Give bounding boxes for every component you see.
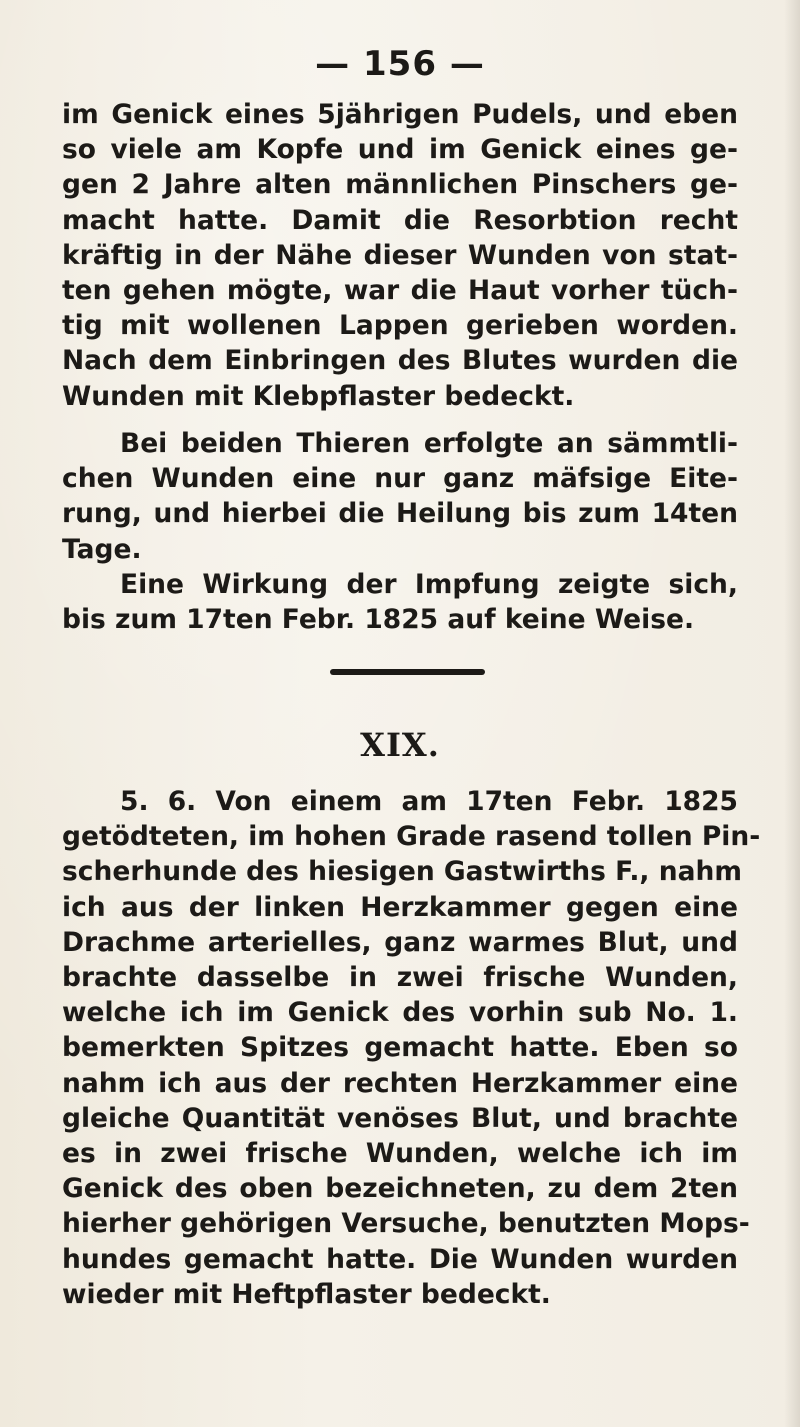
text-line: Drachme arterielles, ganz warmes Blut, und (62, 926, 738, 958)
text-line: nahm ich aus der rechten Herzkammer eine (62, 1067, 738, 1099)
paragraph-1 (62, 97, 738, 414)
text-line: bis zum 17ten Febr. 1825 auf keine Weise. (62, 604, 695, 636)
text-line: hierher gehörigen Versuche, benutzten Mops- (62, 1208, 750, 1240)
paragraph-3 (62, 567, 738, 637)
text-line: wieder mit Heftpflaster bedeckt. (62, 1278, 551, 1310)
page-edge-shadow (784, 0, 800, 1427)
text-line: Nach dem Einbringen des Blutes wurden die (62, 345, 738, 377)
text-line: hundes gemacht hatte. Die Wunden wurden (62, 1243, 738, 1275)
text-line: getödteten, im hohen Grade rasend tollen Pin- (62, 821, 761, 853)
text-line: gleiche Quantität venöses Blut, und brachte (62, 1102, 738, 1134)
text-line: scherhunde des hiesigen Gastwirths F., nahm (62, 856, 742, 888)
text-line: kräftig in der Nähe dieser Wunden von stat- (62, 239, 738, 271)
text-line: es in zwei frische Wunden, welche ich im (62, 1138, 738, 1170)
text-line: welche ich im Genick des vorhin sub No. 1. (62, 997, 738, 1029)
page-number: — 156 — (315, 44, 485, 84)
section-heading: XIX. (360, 726, 440, 764)
text-line: ich aus der linken Herzkammer gegen eine (62, 891, 738, 923)
text-line: tig mit wollenen Lappen gerieben worden. (62, 310, 738, 342)
text-line: Tage. (62, 533, 142, 565)
text-line: Wunden mit Klebpflaster bedeckt. (62, 380, 575, 412)
text-line: brachte dasselbe in zwei frische Wunden, (62, 962, 738, 994)
text-line: im Genick eines 5jährigen Pudels, und eben (62, 99, 738, 130)
text-line: Genick des oben bezeichneten, zu dem 2ten (62, 1173, 738, 1205)
text-line: gen 2 Jahre alten männlichen Pinschers ge- (62, 169, 738, 201)
text-line: Bei beiden Thieren erfolgte an sämmtli- (120, 428, 738, 459)
section-divider (330, 669, 485, 675)
text-line: chen Wunden eine nur ganz mäfsige Eite- (62, 463, 738, 495)
text-line: 5. 6. Von einem am 17ten Febr. 1825 (120, 786, 738, 817)
text-line: bemerkten Spitzes gemacht hatte. Eben so (62, 1032, 738, 1064)
text-line: Eine Wirkung der Impfung zeigte sich, (120, 569, 738, 600)
paragraph-4 (62, 784, 761, 1312)
text-line: macht hatte. Damit die Resorbtion recht (62, 204, 738, 236)
text-line: ten gehen mögte, war die Haut vorher tüch- (62, 275, 738, 307)
text-line: rung, und hierbei die Heilung bis zum 14ten (62, 498, 738, 530)
text-line: so viele am Kopfe und im Genick eines ge- (62, 134, 738, 166)
paragraph-2 (62, 426, 738, 567)
